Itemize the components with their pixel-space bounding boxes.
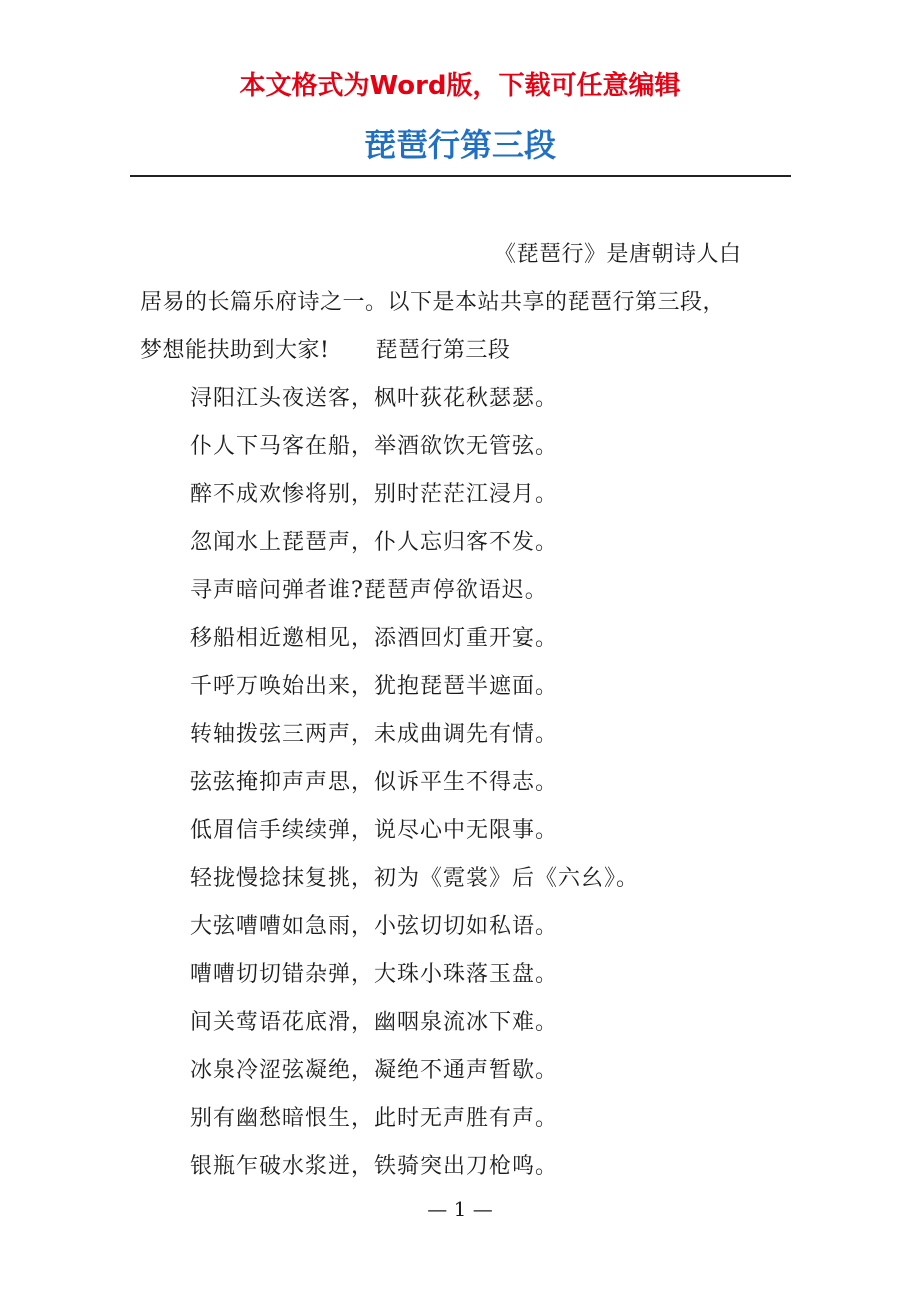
poem-line: 冰泉冷涩弦凝绝，凝绝不通声暂歇。 [190, 1058, 559, 1083]
intro-line-3 [140, 327, 792, 375]
poem-line: 仆人下马客在船，举酒欲饮无管弦。 [190, 434, 559, 459]
format-banner: 本文格式为Word版，下载可任意编辑 [239, 71, 681, 101]
poem-line: 大弦嘈嘈如急雨，小弦切切如私语。 [190, 914, 559, 939]
poem-line: 浔阳江头夜送客，枫叶荻花秋瑟瑟。 [190, 386, 559, 411]
title-divider [130, 175, 791, 177]
intro-closing-text: 梦想能扶助到大家! [140, 338, 330, 363]
poem-line: 弦弦掩抑声声思，似诉平生不得志。 [190, 770, 559, 795]
intro-section-heading: 琵琶行第三段 [375, 338, 511, 363]
poem-line: 银瓶乍破水浆迸，铁骑突出刀枪鸣。 [190, 1154, 559, 1179]
poem-line: 移船相近邀相见，添酒回灯重开宴。 [190, 626, 559, 651]
poem-line: 转轴拨弦三两声，未成曲调先有情。 [190, 722, 559, 747]
document-title: 琵琶行第三段 [363, 126, 556, 164]
poem-line: 轻拢慢捻抹复挑，初为《霓裳》后《六幺》。 [190, 866, 640, 891]
poem-line: 嘈嘈切切错杂弹，大珠小珠落玉盘。 [190, 962, 559, 987]
poem-line: 别有幽愁暗恨生，此时无声胜有声。 [190, 1106, 559, 1131]
intro-line-2: 居易的长篇乐府诗之一。以下是本站共享的琵琶行第三段， [140, 290, 726, 315]
poem-line: 间关莺语花底滑，幽咽泉流冰下难。 [190, 1010, 559, 1035]
intro-paragraph [140, 231, 792, 375]
intro-line-1: 《琵琶行》是唐朝诗人白 [494, 242, 742, 267]
poem-lines [190, 375, 790, 1191]
poem-line: 低眉信手续续弹，说尽心中无限事。 [190, 818, 559, 843]
poem-line: 千呼万唤始出来，犹抱琵琶半遮面。 [190, 674, 559, 699]
page-number: — 1 — [427, 1197, 493, 1221]
poem-line: 忽闻水上琵琶声，仆人忘归客不发。 [190, 530, 559, 555]
poem-line: 寻声暗问弹者谁?琵琶声停欲语迟。 [190, 578, 548, 603]
poem-line: 醉不成欢惨将别，别时茫茫江浸月。 [190, 482, 559, 507]
